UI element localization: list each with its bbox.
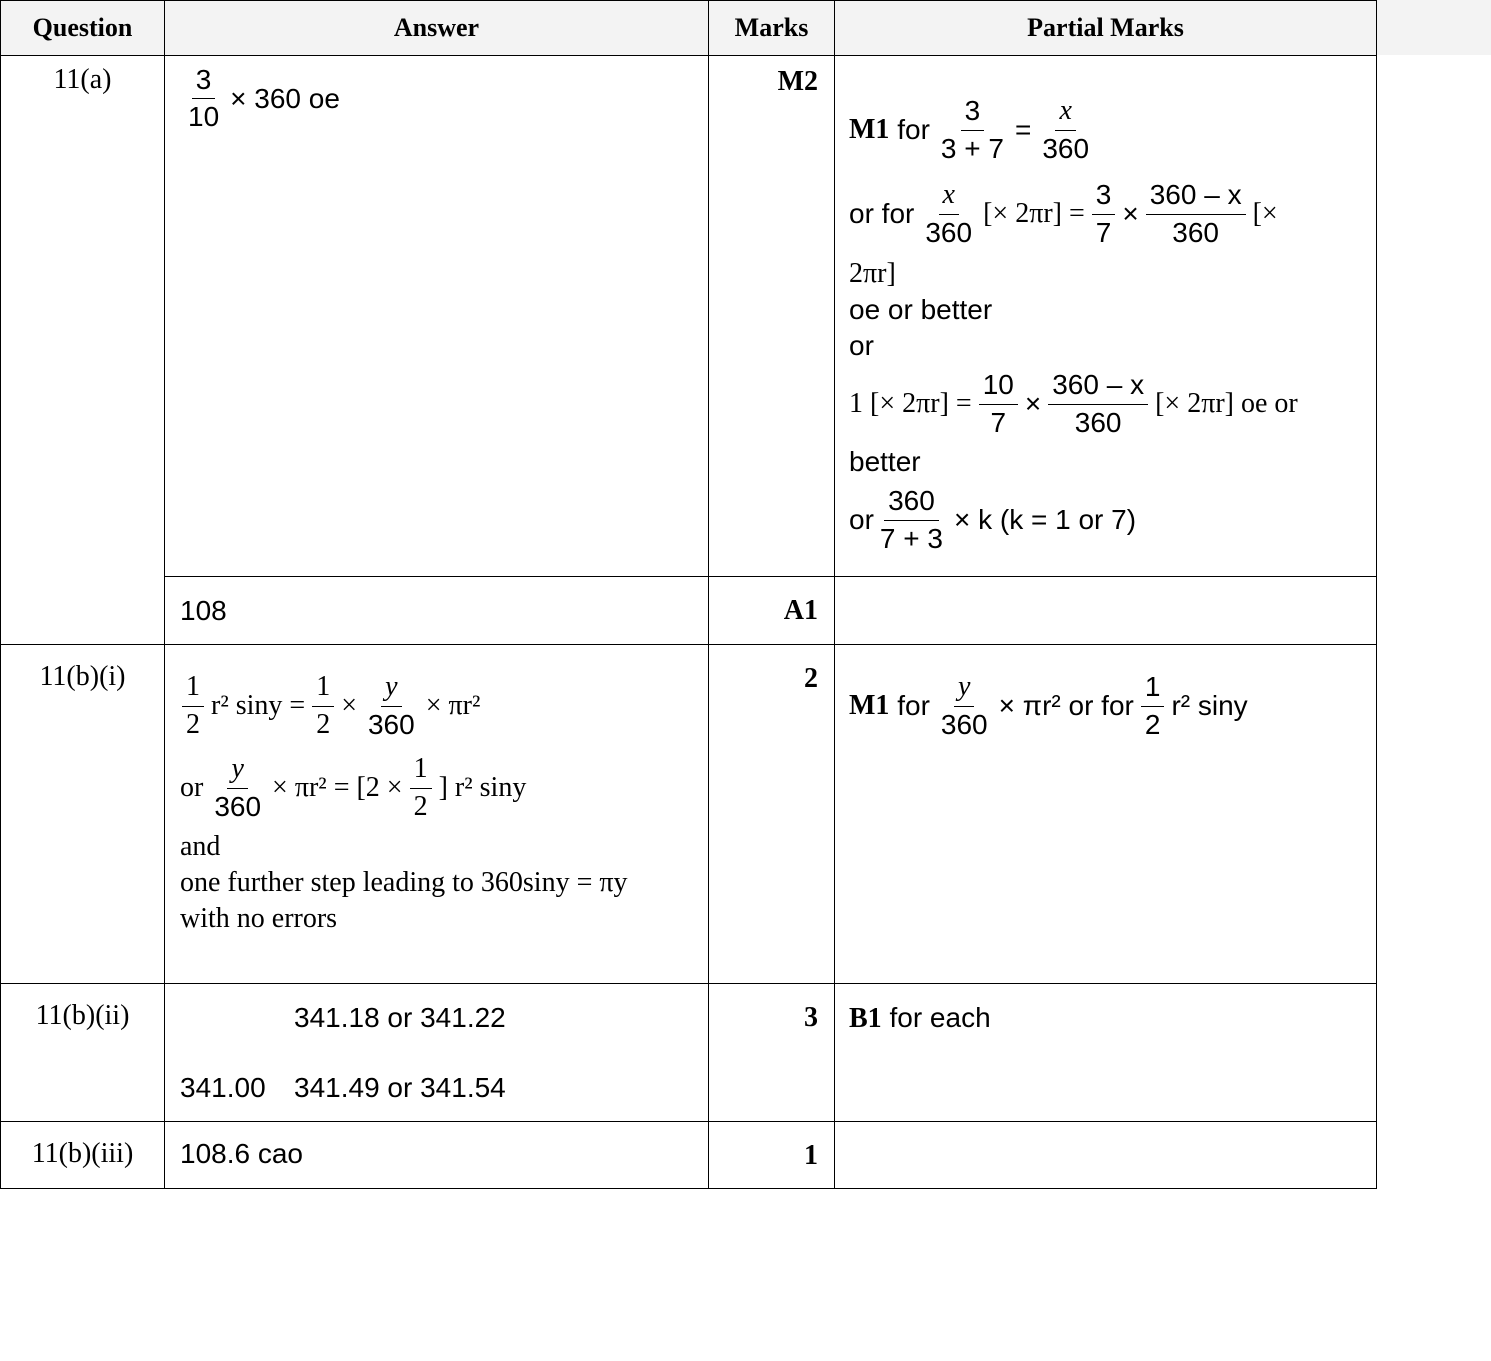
answer-text: ] r² siny bbox=[438, 772, 527, 804]
fraction-numerator: y bbox=[954, 671, 974, 706]
fraction-numerator: 360 – x bbox=[1146, 179, 1246, 214]
fraction-denominator: 360 bbox=[1042, 132, 1090, 164]
fraction-denominator: 7 bbox=[1095, 216, 1112, 248]
fraction-numerator: 3 bbox=[1092, 179, 1116, 214]
partial-text: or for bbox=[849, 198, 915, 230]
partial-text: [× 2πr] oe or bbox=[1155, 388, 1298, 420]
table-row bbox=[1, 577, 1377, 645]
fraction-numerator: 10 bbox=[979, 369, 1018, 404]
partial-text: for bbox=[897, 114, 930, 146]
partial-marks-cell bbox=[835, 1122, 1377, 1189]
answer-text: 341.49 or 341.54 bbox=[294, 1072, 506, 1103]
fraction-numerator: 360 – x bbox=[1048, 369, 1148, 404]
fraction-denominator: 10 bbox=[188, 101, 220, 133]
fraction-numerator: y bbox=[227, 753, 247, 788]
marks-cell: A1 bbox=[709, 577, 835, 645]
fraction-numerator: x bbox=[1055, 95, 1075, 130]
table-row bbox=[1, 1122, 1377, 1189]
answer-text: × πr² = [2 × bbox=[272, 772, 403, 804]
partial-text: × bbox=[1122, 198, 1139, 230]
answer-text: × bbox=[341, 690, 357, 722]
partial-text: = bbox=[1014, 114, 1032, 146]
answer-text: 341.00 bbox=[180, 1072, 266, 1103]
answer-cell bbox=[165, 645, 709, 984]
partial-text: × k (k = 1 or 7) bbox=[953, 504, 1137, 536]
answer-text: and bbox=[180, 831, 221, 862]
partial-marks-cell bbox=[835, 577, 1377, 645]
partial-marks-cell bbox=[835, 984, 1377, 1122]
answer-text: × πr² bbox=[425, 690, 481, 722]
fraction-numerator: y bbox=[381, 671, 401, 706]
partial-text: better bbox=[849, 446, 921, 477]
fraction-numerator: 3 bbox=[961, 95, 985, 130]
answer-cell: 108.6 cao bbox=[165, 1122, 709, 1189]
fraction-numerator: 1 bbox=[182, 671, 204, 706]
partial-text: for bbox=[897, 690, 930, 722]
fraction-denominator: 360 bbox=[1074, 406, 1122, 438]
fraction-numerator: 360 bbox=[884, 485, 939, 520]
answer-text: 341.18 or 341.22 bbox=[294, 1002, 506, 1033]
header-row bbox=[1, 1, 1377, 56]
header-partial-marks: Partial Marks bbox=[835, 1, 1377, 56]
marks-cell: 3 bbox=[709, 984, 835, 1122]
header-marks: Marks bbox=[709, 1, 835, 56]
question-cell: 11(a) bbox=[1, 56, 165, 645]
partial-marks-cell bbox=[835, 645, 1377, 984]
partial-text: or bbox=[849, 504, 874, 536]
mark-code: M1 bbox=[849, 690, 890, 722]
partial-text: × bbox=[1024, 388, 1042, 420]
fraction-numerator: x bbox=[939, 179, 959, 214]
fraction-denominator: 360 bbox=[940, 708, 988, 740]
table-row bbox=[1, 984, 1377, 1122]
fraction-denominator: 360 bbox=[1172, 216, 1219, 248]
partial-text: [× bbox=[1252, 198, 1278, 230]
question-cell: 11(b)(i) bbox=[1, 645, 165, 984]
fraction-denominator: 2 bbox=[316, 708, 331, 740]
header-question: Question bbox=[1, 1, 165, 56]
answer-text: with no errors bbox=[180, 903, 338, 934]
marks-cell: 1 bbox=[709, 1122, 835, 1189]
header-extension bbox=[1376, 0, 1491, 55]
question-cell: 11(b)(ii) bbox=[1, 984, 165, 1122]
table-row bbox=[1, 645, 1377, 984]
answer-cell: 108 bbox=[165, 577, 709, 645]
fraction-denominator: 7 bbox=[990, 406, 1007, 438]
fraction-denominator: 2 bbox=[186, 708, 200, 740]
mark-code: B1 bbox=[849, 1003, 882, 1034]
fraction-denominator: 360 bbox=[367, 708, 415, 740]
answer-cell bbox=[165, 984, 709, 1122]
mark-code: M1 bbox=[849, 114, 890, 146]
question-cell: 11(b)(iii) bbox=[1, 1122, 165, 1189]
partial-text: × πr² or for bbox=[998, 690, 1134, 722]
fraction-denominator: 7 + 3 bbox=[879, 522, 943, 554]
partial-text: or bbox=[849, 330, 874, 361]
answer-text: r² siny = bbox=[211, 690, 306, 722]
fraction-denominator: 360 bbox=[925, 216, 973, 248]
marks-cell: 2 bbox=[709, 645, 835, 984]
answer-text: × 360 oe bbox=[230, 82, 340, 114]
fraction-numerator: 1 bbox=[1141, 671, 1165, 706]
fraction-denominator: 2 bbox=[1144, 708, 1161, 740]
partial-text: 2πr] bbox=[849, 258, 896, 289]
answer-text: or bbox=[180, 772, 204, 804]
fraction-numerator: 1 bbox=[312, 671, 334, 706]
partial-text: for each bbox=[889, 1002, 991, 1033]
fraction-numerator: 3 bbox=[192, 64, 216, 99]
partial-text: r² siny bbox=[1171, 690, 1248, 722]
fraction-denominator: 3 + 7 bbox=[940, 132, 1004, 164]
answer-text: one further step leading to 360siny = πy bbox=[180, 867, 628, 898]
marks-cell: M2 bbox=[709, 56, 835, 577]
header-answer: Answer bbox=[165, 1, 709, 56]
partial-text: [× 2πr] = bbox=[983, 198, 1085, 230]
fraction-numerator: 1 bbox=[410, 753, 432, 788]
fraction-denominator: 360 bbox=[214, 790, 262, 822]
fraction-denominator: 2 bbox=[413, 790, 428, 822]
partial-text: oe or better bbox=[849, 294, 993, 325]
partial-text: 1 [× 2πr] = bbox=[849, 388, 972, 420]
answer-cell bbox=[165, 56, 709, 577]
table-row bbox=[1, 56, 1377, 577]
partial-marks-cell bbox=[835, 56, 1377, 577]
